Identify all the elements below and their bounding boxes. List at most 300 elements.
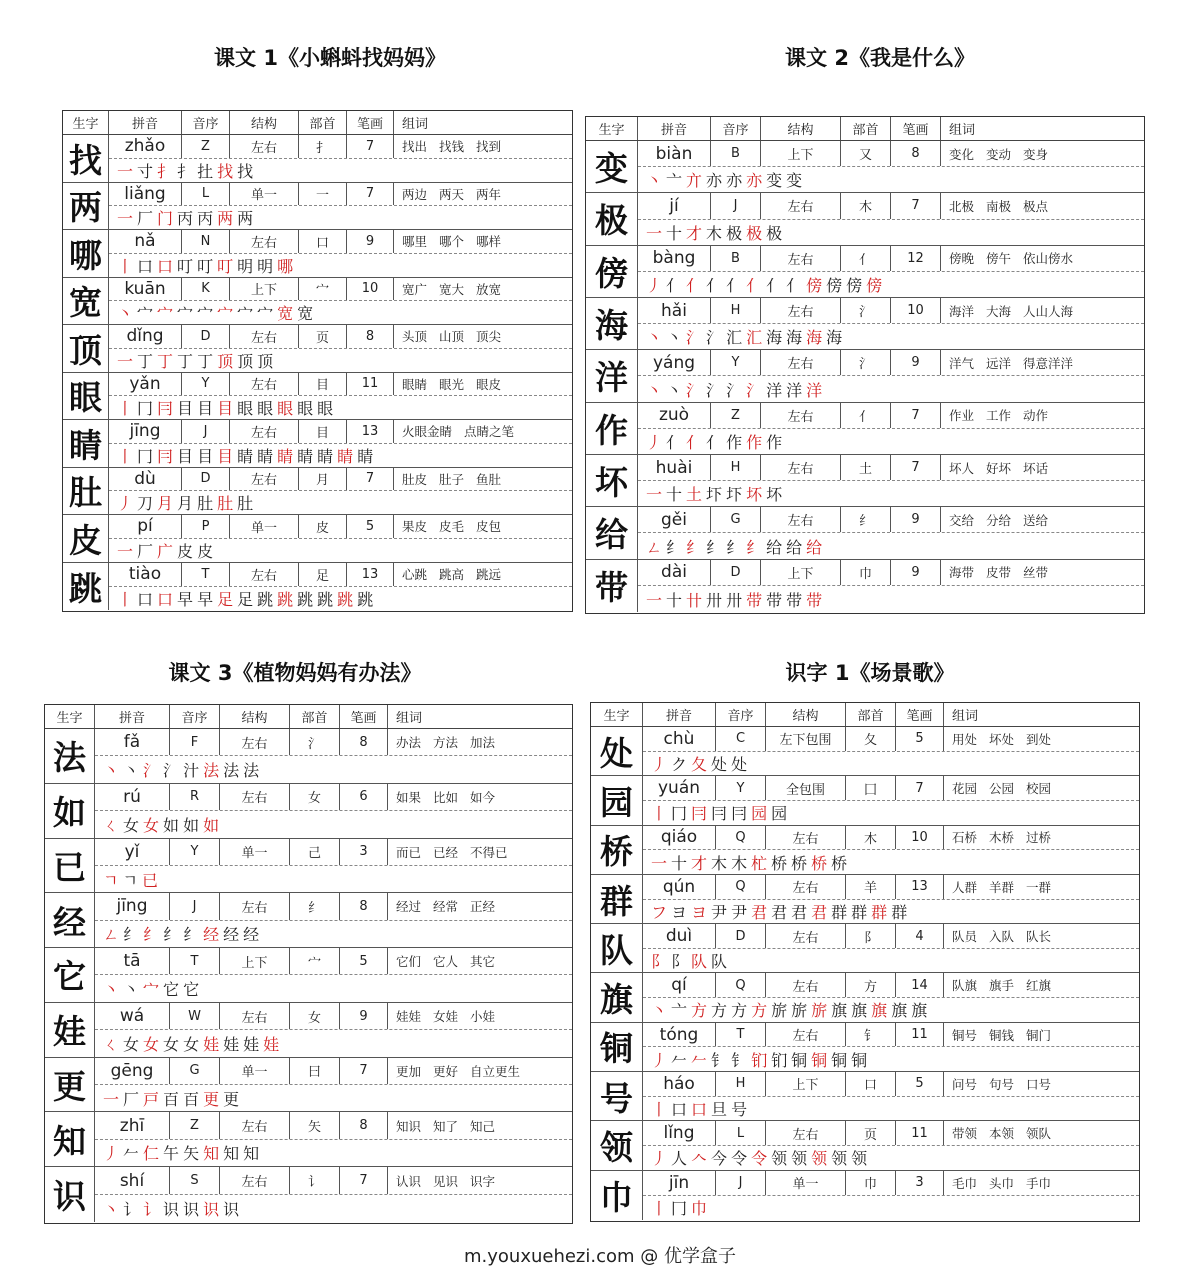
stroke-step: 丿 [651, 754, 668, 774]
stroke-step: 扌 [177, 161, 194, 181]
pinyin-cell: lǐng [643, 1121, 716, 1145]
structure-cell: 左右 [230, 373, 299, 396]
pinyin-cell: zuò [638, 403, 711, 428]
stroke-step: 十 [666, 590, 683, 610]
stroke-step: 跳 [297, 589, 314, 609]
stroke-step: 丿 [651, 1149, 668, 1169]
stroke-step: 顶 [217, 351, 234, 371]
stroke-order [638, 220, 1144, 245]
stroke-step: 叮 [197, 256, 214, 276]
initial-cell: H [716, 1072, 766, 1096]
stroke-count-cell: 7 [891, 193, 941, 218]
stroke-step: 目 [217, 399, 234, 419]
stroke-step: 园 [771, 804, 788, 824]
stroke-count-cell: 14 [896, 973, 944, 997]
stroke-step: ㄱ [122, 870, 138, 890]
words-cell: 傍晚 傍午 依山傍水 [949, 251, 1073, 267]
stroke-step: 冂 [137, 399, 154, 419]
header-cell: 组词 [396, 711, 423, 726]
stroke-count-cell: 7 [340, 1058, 388, 1084]
stroke-step: 丶 [646, 380, 663, 400]
table-row [586, 141, 1144, 193]
stroke-step: 纟 [163, 925, 180, 945]
stroke-step: 两 [237, 209, 254, 229]
initial-cell: D [711, 560, 761, 586]
stroke-step: 卅 [706, 590, 723, 610]
stroke-step: 桥 [831, 853, 848, 873]
structure-cell: 上下 [761, 141, 841, 166]
pinyin-cell: yǎn [109, 373, 182, 396]
structure-cell: 左右 [761, 455, 841, 480]
stroke-order [95, 866, 572, 892]
table-row [591, 727, 1139, 776]
radical-cell: 一 [299, 183, 347, 206]
stroke-step: 令 [751, 1149, 768, 1169]
stroke-step: 跳 [357, 589, 374, 609]
stroke-step: 厂 [137, 209, 154, 229]
stroke-step: 它 [163, 980, 180, 1000]
new-character: 法 [45, 729, 95, 783]
stroke-step: 百 [163, 1089, 180, 1109]
structure-cell: 左右 [230, 468, 299, 491]
header-cell: 笔画 [891, 117, 941, 140]
stroke-step: 氵 [706, 328, 723, 348]
stroke-step: 知 [203, 1144, 220, 1164]
stroke-step: 𠂉 [123, 1144, 140, 1164]
stroke-step: 杧 [751, 853, 768, 873]
stroke-count-cell: 7 [347, 183, 394, 206]
stroke-step: 亠 [671, 1001, 688, 1021]
stroke-step: 仁 [143, 1144, 160, 1164]
stroke-step: 尹 [731, 902, 748, 922]
stroke-step: 丶 [651, 1001, 668, 1021]
stroke-step: 一 [117, 351, 134, 371]
table-header [45, 705, 572, 729]
table-row [63, 468, 572, 516]
stroke-step: 钅 [711, 1050, 728, 1070]
stroke-order [643, 1146, 1139, 1170]
structure-cell: 单一 [220, 1058, 290, 1084]
stroke-step: 亻 [666, 432, 683, 452]
stroke-step: 门 [157, 209, 174, 229]
stroke-step: 铜 [851, 1050, 868, 1070]
stroke-step: 傍 [826, 275, 843, 295]
structure-cell: 左右 [220, 1003, 290, 1029]
initial-cell: L [182, 183, 230, 206]
initial-cell: G [711, 507, 761, 532]
stroke-step: 洋 [766, 380, 783, 400]
structure-cell: 左右 [220, 1167, 290, 1194]
stroke-step: 目 [177, 446, 194, 466]
stroke-step: 氵 [163, 761, 180, 781]
stroke-step: 氵 [746, 380, 763, 400]
words-cell: 肚皮 肚子 鱼肚 [402, 471, 501, 487]
stroke-step: 旦 [711, 1100, 728, 1120]
stroke-count-cell: 5 [347, 515, 394, 538]
stroke-step: 睛 [317, 446, 334, 466]
stroke-step: 丙 [177, 209, 194, 229]
structure-cell: 左下包围 [766, 727, 846, 751]
new-character: 桥 [591, 826, 643, 874]
stroke-count-cell: 11 [896, 1121, 944, 1145]
table-row [586, 246, 1144, 298]
stroke-step: 亻 [786, 275, 803, 295]
stroke-step: 给 [806, 537, 823, 557]
stroke-step: 巾 [691, 1199, 708, 1219]
stroke-step: 带 [766, 590, 783, 610]
stroke-step: 丿 [117, 494, 134, 514]
structure-cell: 全包围 [766, 776, 846, 800]
structure-cell: 左右 [766, 1023, 846, 1047]
stroke-step: 识 [203, 1199, 220, 1219]
stroke-step: 带 [806, 590, 823, 610]
pinyin-cell: tóng [643, 1023, 716, 1047]
header-cell: 组词 [949, 123, 976, 138]
stroke-step: 亻 [766, 275, 783, 295]
initial-cell: B [711, 246, 761, 271]
pinyin-cell: fǎ [95, 729, 170, 755]
new-character: 已 [45, 839, 95, 893]
stroke-step: 叮 [177, 256, 194, 276]
stroke-step: 今 [711, 1149, 728, 1169]
char-table-lesson-3 [44, 704, 573, 1224]
stroke-order [638, 272, 1144, 297]
table-row [63, 325, 572, 373]
radical-cell: 又 [841, 141, 891, 166]
stroke-step: 口 [671, 1100, 688, 1120]
stroke-step: 纟 [183, 925, 200, 945]
stroke-step: 丁 [137, 351, 154, 371]
initial-cell: S [170, 1167, 220, 1194]
radical-cell: 足 [299, 563, 347, 586]
stroke-step: 夂 [691, 754, 708, 774]
stroke-step: 阝 [671, 952, 688, 972]
pinyin-cell: shí [95, 1167, 170, 1194]
stroke-step: 领 [831, 1149, 848, 1169]
stroke-step: 变 [766, 171, 783, 191]
initial-cell: D [182, 468, 230, 491]
stroke-step: 汇 [726, 328, 743, 348]
stroke-order [109, 396, 572, 419]
stroke-order [643, 998, 1139, 1022]
radical-cell: 女 [290, 784, 340, 810]
stroke-step: 冃 [157, 399, 174, 419]
initial-cell: H [711, 455, 761, 480]
stroke-count-cell: 10 [896, 826, 944, 850]
stroke-order [109, 539, 572, 562]
stroke-order [643, 752, 1139, 776]
pinyin-cell: zhǎo [109, 135, 182, 158]
pinyin-cell: jīn [643, 1171, 716, 1195]
header-cell: 结构 [761, 117, 841, 140]
stroke-step: 跳 [277, 589, 294, 609]
pinyin-cell: qún [643, 875, 716, 899]
stroke-order [95, 975, 572, 1001]
radical-cell: 木 [846, 826, 896, 850]
new-character: 坏 [586, 455, 638, 506]
pinyin-cell: kuān [109, 278, 182, 301]
stroke-step: 眼 [257, 399, 274, 419]
table-row [586, 403, 1144, 455]
stroke-step: 广 [157, 541, 174, 561]
stroke-step: 极 [726, 223, 743, 243]
radical-cell: 目 [299, 420, 347, 443]
stroke-step: 桥 [811, 853, 828, 873]
new-character: 宽 [63, 278, 109, 325]
radical-cell: 氵 [841, 298, 891, 323]
new-character: 旗 [591, 973, 643, 1021]
pinyin-cell: zhī [95, 1112, 170, 1138]
stroke-step: 已 [141, 870, 158, 890]
stroke-step: 经 [243, 925, 260, 945]
stroke-step: 目 [197, 399, 214, 419]
stroke-step: 一 [117, 209, 134, 229]
stroke-step: 皮 [197, 541, 214, 561]
stroke-order [638, 586, 1144, 612]
stroke-count-cell: 5 [896, 1072, 944, 1096]
header-cell: 部首 [841, 117, 891, 140]
stroke-step: ヨ [691, 902, 708, 922]
stroke-step: 丶 [123, 980, 140, 1000]
stroke-step: 丨 [651, 1100, 668, 1120]
stroke-step: 厂 [123, 1089, 140, 1109]
stroke-order [643, 850, 1139, 874]
words-cell: 海洋 大海 人山人海 [949, 303, 1073, 319]
stroke-step: 钅 [731, 1050, 748, 1070]
stroke-step: 亻 [686, 275, 703, 295]
pinyin-cell: rú [95, 784, 170, 810]
stroke-step: 木 [711, 853, 728, 873]
words-cell: 找出 找钱 找到 [402, 139, 501, 155]
stroke-step: 领 [811, 1149, 828, 1169]
stroke-step: 作 [726, 432, 743, 452]
initial-cell: Z [170, 1112, 220, 1138]
stroke-count-cell: 7 [340, 1167, 388, 1194]
stroke-step: 令 [731, 1149, 748, 1169]
table-row [45, 1058, 572, 1113]
stroke-step: 睛 [277, 446, 294, 466]
pinyin-cell: háo [643, 1072, 716, 1096]
stroke-step: 女 [143, 815, 160, 835]
section-title: 课文 2《我是什么》 [785, 46, 975, 70]
stroke-step: 十 [666, 223, 683, 243]
header-cell: 结构 [220, 705, 290, 728]
stroke-step: 海 [766, 328, 783, 348]
stroke-step: 丶 [666, 380, 683, 400]
stroke-count-cell: 8 [347, 325, 394, 348]
stroke-order [95, 811, 572, 837]
stroke-step: 桥 [771, 853, 788, 873]
stroke-count-cell: 10 [891, 298, 941, 323]
words-cell: 毛巾 头巾 手巾 [952, 1175, 1051, 1191]
stroke-step: 旂 [811, 1001, 828, 1021]
stroke-step: 两 [217, 209, 234, 229]
stroke-step: 汇 [746, 328, 763, 348]
radical-cell: 皮 [299, 515, 347, 538]
stroke-step: ㄱ [103, 870, 119, 890]
table-row [586, 298, 1144, 350]
stroke-step: 氵 [726, 380, 743, 400]
header-cell: 笔画 [340, 705, 388, 728]
table-row [591, 1072, 1139, 1121]
radical-cell: 巾 [846, 1171, 896, 1195]
radical-cell: 页 [846, 1121, 896, 1145]
words-cell: 带领 本领 领队 [952, 1126, 1051, 1142]
stroke-step: 一 [646, 485, 663, 505]
words-cell: 宽广 宽大 放宽 [402, 281, 501, 297]
words-cell: 北极 南极 极点 [949, 198, 1048, 214]
structure-cell: 左右 [230, 135, 299, 158]
stroke-order [109, 301, 572, 324]
stroke-step: 明 [257, 256, 274, 276]
header-cell: 笔画 [347, 111, 394, 134]
stroke-step: 肚 [197, 494, 214, 514]
stroke-step: 一 [646, 223, 663, 243]
structure-cell: 左右 [220, 1112, 290, 1138]
stroke-step: 给 [766, 537, 783, 557]
stroke-step: 群 [871, 902, 888, 922]
stroke-step: 铜 [811, 1050, 828, 1070]
radical-cell: 宀 [299, 278, 347, 301]
stroke-step: 丶 [646, 328, 663, 348]
stroke-step: 百 [183, 1089, 200, 1109]
stroke-step: 丙 [197, 209, 214, 229]
structure-cell: 单一 [766, 1171, 846, 1195]
stroke-count-cell: 7 [891, 455, 941, 480]
words-cell: 知识 知了 知己 [396, 1118, 495, 1134]
initial-cell: D [716, 924, 766, 948]
new-character: 它 [45, 948, 95, 1002]
stroke-step: 卄 [686, 590, 703, 610]
stroke-order [109, 254, 572, 277]
words-cell: 花园 公园 校园 [952, 781, 1051, 797]
table-row [63, 278, 572, 326]
stroke-step: 宀 [143, 980, 160, 1000]
stroke-step: 带 [786, 590, 803, 610]
stroke-step: 厂 [137, 541, 154, 561]
stroke-step: 刀 [137, 494, 154, 514]
stroke-step: 扗 [197, 161, 214, 181]
table-row [591, 1023, 1139, 1072]
stroke-count-cell: 8 [891, 141, 941, 166]
new-character: 极 [586, 193, 638, 244]
words-cell: 而已 已经 不得已 [396, 844, 508, 860]
stroke-step: 傍 [846, 275, 863, 295]
new-character: 处 [591, 727, 643, 775]
stroke-count-cell: 8 [340, 729, 388, 755]
radical-cell: 矢 [290, 1112, 340, 1138]
stroke-step: 丿 [103, 1144, 120, 1164]
pinyin-cell: dù [109, 468, 182, 491]
structure-cell: 上下 [230, 278, 299, 301]
words-cell: 用处 坏处 到处 [952, 731, 1051, 747]
stroke-step: 亦 [726, 171, 743, 191]
stroke-step: 纟 [746, 537, 763, 557]
new-character: 哪 [63, 230, 109, 277]
stroke-step: 群 [851, 902, 868, 922]
stroke-step: 扌 [157, 161, 174, 181]
stroke-step: 睛 [237, 446, 254, 466]
pinyin-cell: liǎng [109, 183, 182, 206]
stroke-step: 钔 [751, 1050, 768, 1070]
stroke-step: 坏 [746, 485, 763, 505]
stroke-step: 如 [203, 815, 220, 835]
initial-cell: Y [170, 839, 220, 865]
pinyin-cell: jīng [109, 420, 182, 443]
stroke-order [95, 1030, 572, 1056]
new-character: 眼 [63, 373, 109, 420]
stroke-step: 法 [223, 761, 240, 781]
stroke-step: 君 [771, 902, 788, 922]
stroke-step: 纟 [123, 925, 140, 945]
stroke-step: 法 [243, 761, 260, 781]
stroke-step: 女 [123, 1034, 140, 1054]
char-table-lesson-1 [62, 110, 573, 612]
stroke-step: 口 [691, 1100, 708, 1120]
structure-cell: 左右 [220, 893, 290, 919]
stroke-step: 汁 [183, 761, 200, 781]
stroke-count-cell: 9 [891, 560, 941, 586]
radical-cell: 己 [290, 839, 340, 865]
stroke-step: 目 [177, 399, 194, 419]
stroke-step: 睛 [337, 446, 354, 466]
stroke-step: 群 [831, 902, 848, 922]
stroke-step: ㄥ [103, 925, 120, 945]
table-row [63, 420, 572, 468]
header-cell: 笔画 [896, 703, 944, 726]
stroke-step: 女 [123, 815, 140, 835]
radical-cell: 纟 [290, 893, 340, 919]
stroke-step: 矢 [183, 1144, 200, 1164]
stroke-step: 丁 [197, 351, 214, 371]
initial-cell: J [711, 193, 761, 218]
stroke-step: 戸 [143, 1089, 160, 1109]
radical-cell: 氵 [841, 350, 891, 375]
words-cell: 变化 变动 变身 [949, 146, 1048, 162]
words-cell: 娃娃 女娃 小娃 [396, 1009, 495, 1025]
pinyin-cell: dài [638, 560, 711, 586]
stroke-step: 宽 [297, 304, 314, 324]
structure-cell: 左右 [230, 230, 299, 253]
stroke-step: 丿 [651, 1050, 668, 1070]
radical-cell: 口 [846, 1072, 896, 1096]
table-row [63, 515, 572, 563]
stroke-count-cell: 6 [340, 784, 388, 810]
stroke-order [638, 324, 1144, 349]
header-cell: 拼音 [638, 117, 711, 140]
stroke-count-cell: 9 [891, 507, 941, 532]
words-cell: 洋气 远洋 得意洋洋 [949, 355, 1073, 371]
initial-cell: G [170, 1058, 220, 1084]
stroke-step: 号 [731, 1100, 748, 1120]
stroke-step: 找 [217, 161, 234, 181]
stroke-step: 丨 [117, 399, 134, 419]
stroke-step: 眼 [237, 399, 254, 419]
pinyin-cell: bàng [638, 246, 711, 271]
stroke-count-cell: 13 [347, 563, 394, 586]
stroke-count-cell: 11 [896, 1023, 944, 1047]
initial-cell: Y [716, 776, 766, 800]
stroke-step: 变 [786, 171, 803, 191]
words-cell: 心跳 跳高 跳远 [402, 567, 501, 583]
stroke-step: 丶 [103, 980, 120, 1000]
stroke-step: 冂 [137, 446, 154, 466]
stroke-step: 眼 [297, 399, 314, 419]
stroke-step: 知 [223, 1144, 240, 1164]
stroke-step: 哪 [277, 256, 294, 276]
table-row [45, 839, 572, 894]
stroke-order [95, 756, 572, 782]
